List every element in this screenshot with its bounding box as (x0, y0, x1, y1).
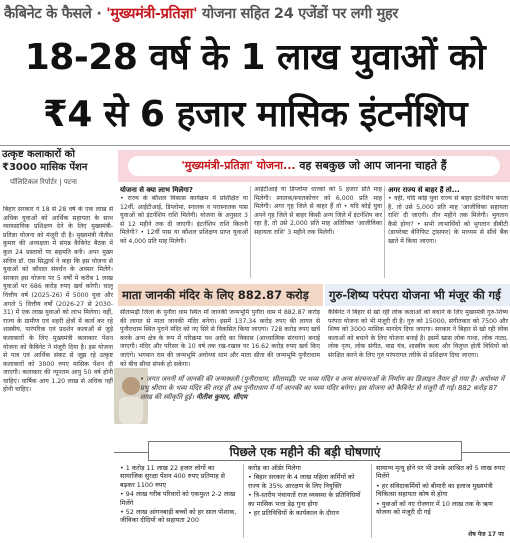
explainer-band (118, 150, 510, 182)
kicker: कैबिनेट के फैसले · 'मुख्यमंत्री-प्रतिज्ञा' योजना सहित 24 एजेंडों पर लगी मुहर (4, 6, 398, 22)
list-item: • त्रि-स्तरीय पंचायतों राज व्यवस्था के प्रतिनिधियों का मासिक भत्ता डेढ़ गुना होगा (248, 491, 361, 508)
qa-heading: अगर राज्य से बाहर हैं तो... (388, 186, 460, 194)
qa-column-2 (254, 186, 382, 276)
divider (0, 145, 510, 146)
column-rule (250, 186, 251, 278)
qa-column-3 (388, 186, 508, 276)
column-rule (384, 186, 385, 278)
headline-line1: 18-28 वर्ष के 1 लाख युवाओं को (24, 37, 486, 78)
kicker-part3: योजना सहित 24 एजेंडों पर लगी मुहर (201, 6, 398, 22)
section-title-temple: माता जानकी मंदिर के लिए 882.87 करोड़ (118, 284, 323, 306)
announcements-column-3 (376, 464, 506, 526)
explainer-suffix: वह सबकुछ जो आप जानना चाहते हैं (299, 159, 447, 172)
qa-body: आईटीआई या डिप्लोमा धारकों को 5 हजार प्रति माह मिलेगी। स्नातक/स्नातकोत्तर को 6,000 प्रति माह मिलेगी। अगर गृह जिले से बाहर हैं तो • यदि कोई युवा अपने गृह जिले से बाहर किसी अन्य जिले में इंटर्नशिप कर रहा है, तो उसे 2,000 प्रति माह अतिरिक्त 'आजीविका सहायता राशि' 3 महीने तक मिलेगी। (254, 186, 382, 236)
qa-heading: योजना से क्या लाभ मिलेगा? (120, 186, 193, 194)
list-item: करोड़ का ऑर्डर मिलेगा (248, 464, 301, 472)
cm-quote (140, 375, 510, 427)
side-title: उत्कृष्ट कलाकारों को ₹3000 मासिक पेंशन (2, 149, 88, 173)
explainer-prefix: 'मुख्यमंत्री-प्रतिज्ञा' योजना... (181, 159, 296, 172)
column-rule (371, 464, 372, 538)
quote-text: • जगत जननी माँ जानकी की जन्मस्थली (पुनौराधाम, सीतामढ़ी) पर भव्य मंदिर व अन्य संरचनाओं के निर्माण का डिजाइन तैयार हो गया है। अयोध्या में प्रभु श्रीराम के भव्य मंदिर की तरह ही अब पुनौराधाम में माँ जानकी का भव्य मंदिर बनेगा। इस योजना को कैबिनेट से मंजूरी दी गई। 882 करोड़ 87 लाख की स्वीकृति हुई। (140, 375, 505, 401)
list-item: सामान्य मृत्यु होने पर भी उनके आश्रित को 5 लाख रुपए मिलेंगे (376, 464, 505, 481)
section-body-guru: कैबिनेट ने बिहार से खो रही लोक कलाओं को बचाने के लिए मुख्यमंत्री गुरु-शिष्य परंपरा योजना को भी मंजूरी दी है। गुरु को 15000, संगीतकार को 7500 और शिष्य को 3000 मासिक मानदेय दिया जाएगा। सरकार ने बिहार से खो रही लोक कलाओं को बचाने के लिए योजना बनाई है। इसमें खास लोक गाथा, लोक नाट्य, लोक नृत्य, लोक संगीत, वाद्य यंत्र, शास्त्रीय कला और विलुप्त होती विधियों को संरक्षित करने के लिए गुरु परंपरागत तरीके से प्रशिक्षण दिया जाएगा। (328, 309, 508, 359)
list-item: • 1 करोड़ 11 लाख 22 हजार लोगों का सामाजिक सुरक्षा पेंशन 400 रुपए प्रतिमाह से बढ़कर 1100 रुपए (120, 464, 225, 489)
section-title-guru: गुरु-शिष्य परंपरा योजना भी मंजूर की गई (325, 284, 510, 306)
quote-author: नीतीश कुमार, सीएम (196, 393, 248, 401)
list-item: • युवाओं को नए रोजगार में 10 लाख तक के ऋण योजना को मंजूरी दी गई (376, 499, 493, 517)
qa-body: • राज्य के कौशल विकास कार्यक्रम में प्रशिक्षित या 12वीं, आईटीआई, डिप्लोमा, स्नातक व परास्नातक पास युवाओं को इंटर्नशिप राशि मिलेगी। योजना के अनुसार 3 से 12 महीने तक दी जाएगी। इंटर्नशिप राशि कितनी मिलेगी? • 12वीं पास या कौशल प्रशिक्षण प्राप्त युवाओं को 4,000 प्रति माह मिलेगी। (120, 195, 248, 245)
list-item: • 52 लाख आंगनबाड़ी बच्चों को हर साल पोशाक, जीविका दीदियों को सहायता 200 (120, 508, 237, 525)
kicker-part2: 'मुख्यमंत्री-प्रतिज्ञा' (106, 6, 198, 22)
announcements-column-1 (120, 464, 238, 538)
section-body-temple: सीतामढ़ी जिला के पुनौरा धाम स्थित माँ जानकी जन्मभूमि पुनौरा धाम में 882.87 करोड़ की लागत से माता जानकी मंदिर बनेगा। इसमें 137.34 करोड़ रुपए की लागत से पुनौराधाम स्थित पुराने मंदिर को नए सिरे से विकसित किया जाएगा। 728 करोड़ रुपए खर्च करके अन्य क्षेत्र के रूप में परिक्रमा पथ आदि का विकास (आध्यात्मिक संरचना) बनाई जाएगी। मंदिर और परिसर के 10 वर्ष तक रख-रखाव पर 16.62 करोड़ रुपए खर्च किए जाएंगे। भगवान राम की जन्मभूमि अयोध्या धाम और माता सीता की जन्मभूमि पुनौराधाम को बीच सीधा संपर्क हो सकेगा। (120, 309, 320, 368)
qa-body: • वहीं, यदि कोई युवा राज्य से बाहर इंटर्नशिप करता है, तो उसे 5,000 प्रति माह 'आजीविका सहायता राशि' दी जाएगी। तीन महीने तक मिलेगी। भुगतान कैसे होगा? • सभी लाभार्थियों को भुगतान डीबीटी (डायरेक्ट बेनिफिट ट्रांसफर) के माध्यम से सीधे बैंक खाते में किया जाएगा। (388, 195, 508, 245)
list-item: • 94 लाख गरीब परिवारों को एकमुश्त 2-2 लाख मिलेंगे (120, 490, 236, 507)
continued-note: शेष पेज 17 पर (468, 531, 504, 538)
list-item: • बिहार सरकार के 4 लाख महिला कर्मियों को राज्य के 35% आरक्षण के लिए नियुक्ति (248, 473, 355, 490)
headline-line2: ₹4 से 6 हजार मासिक इंटर्नशिप (42, 94, 468, 135)
side-body: बिहार सरकार ने 18 से 28 वर्ष के एक लाख से अधिक युवाओं को आर्थिक सहायता के साथ व्यावसायिक प्रशिक्षण देने के लिए मुख्यमंत्री-प्रतिज्ञा योजना को मंजूरी दी है। मुख्यमंत्री नीतीश कुमार की अध्यक्षता में संपन्न कैबिनेट बैठक में कुल 24 प्रस्तावों पर सहमति बनी। अपर मुख्य सचिव डॉ. एस सिद्धार्थ ने कहा कि इस योजना से युवाओं को कौशल संवर्धन के अवसर मिलेंगे। सरकार इस योजना पर 5 वर्षों में करीब 1 लाख युवाओं पर 686 करोड़ रुपए खर्च करेगी। चालू वित्तीय वर्ष (2025-26) में 5000 युवा और अगले 5 वित्तीय वर्षों (2026-27 से 2030-31) में एक लाख युवाओं को लाभ मिलेगा। वहीं, राज्य के ग्रामीण एवं शहरी क्षेत्रों में कार्य कर रहे शास्त्रीय, पारंपरिक एवं प्रदर्शन कलाओं से जुड़े कलाकारों के लिए मुख्यमंत्री कलाकार पेंशन योजना को कैबिनेट ने मंजूरी दिया है। इस योजना से पात्र एवं आर्थिक संकट से जूझ रहे उत्कृष्ट कलाकारों को 3000 रुपए मासिक पेंशन दी जाएगी। कलाकार की न्यूनतम आयु 50 वर्ष होनी चाहिए। वार्षिक आय 1.20 लाख से अधिक नहीं होनी चाहिए। (3, 206, 113, 394)
qa-column-1 (120, 186, 248, 276)
announcements-column-2 (248, 464, 366, 538)
column-rule (243, 464, 244, 538)
announcements-title: पिछले एक महीने की बड़ी घोषणाएं (148, 441, 462, 461)
kicker-part1: कैबिनेट के फैसले (4, 6, 92, 22)
explainer-pill (128, 156, 500, 176)
list-item: • हर प्रतिनिधियों के कार्यकाल के दौरान (248, 509, 339, 518)
byline: पॉलिटिकल रिपोर्टर | पटना (10, 178, 77, 186)
list-item: • हर संविदाकर्मियों को बीमारी का इलाज मुख्यमंत्री चिकित्सा सहायता कोष से होगा (376, 481, 493, 499)
